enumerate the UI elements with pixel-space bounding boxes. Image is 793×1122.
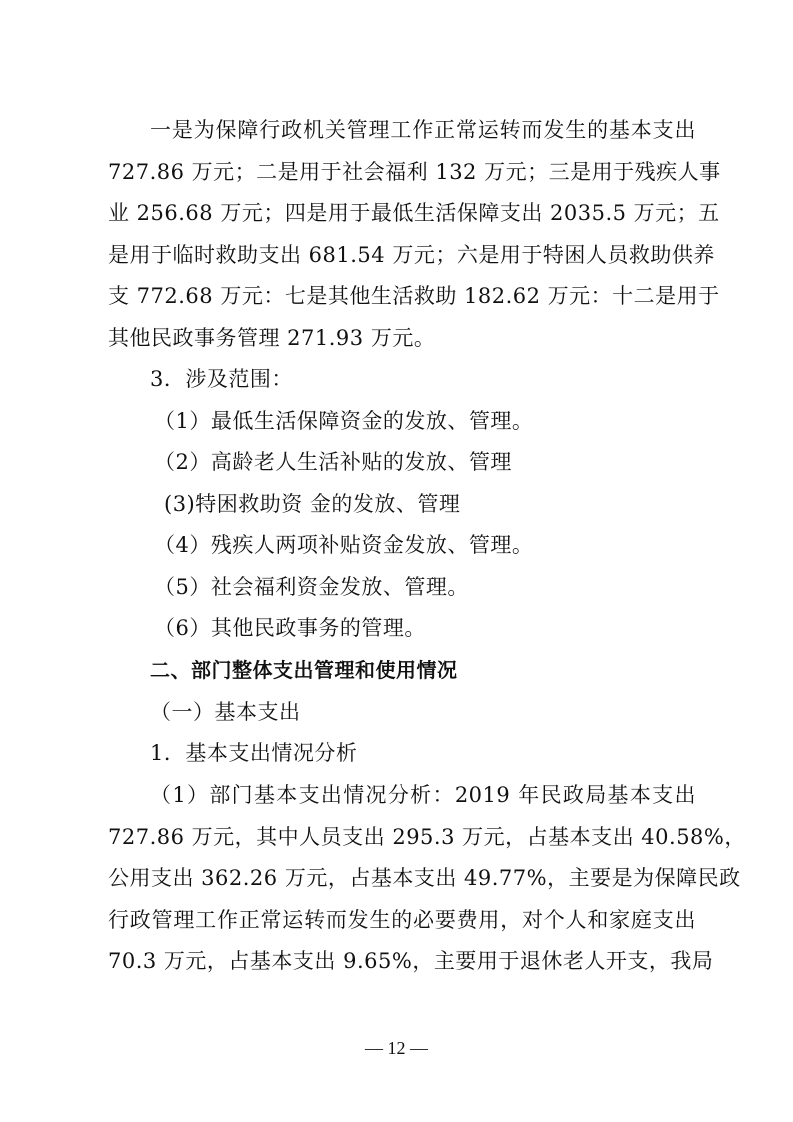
section-heading: 二、部门整体支出管理和使用情况 — [150, 658, 458, 682]
scope-item: （6）其他民政事务的管理。 — [154, 616, 426, 640]
scope-item: （1）最低生活保障资金的发放、管理。 — [154, 408, 534, 433]
scope-item: （2）高龄老人生活补贴的发放、管理 — [154, 450, 512, 474]
paragraph-line: 行政管理工作正常运转而发生的必要费用，对个人和家庭支出 — [108, 907, 696, 932]
paragraph-line: 727.86 万元，其中人员支出 295.3 万元，占基本支出 40.58%， — [108, 824, 746, 849]
paragraph-line: 公用支出 362.26 万元，占基本支出 49.77%，主要是为保障民政 — [108, 866, 741, 890]
paragraph-line: 727.86 万元；二是用于社会福利 132 万元；三是用于残疾人事 — [108, 159, 721, 184]
page-number: — 12 — — [365, 1038, 428, 1058]
scope-item: (3)特困救助资 金的发放、管理 — [164, 491, 461, 516]
paragraph-line: （1）部门基本支出情况分析：2019 年民政局基本支出 — [150, 783, 696, 807]
scope-title: 3．涉及范围： — [150, 367, 293, 391]
scope-section — [108, 359, 696, 650]
paragraph-line: 70.3 万元，占基本支出 9.65%，主要用于退休老人开支，我局 — [108, 949, 714, 973]
analysis-paragraph — [108, 775, 746, 983]
paragraph-line: 是用于临时救助支出 681.54 万元；六是用于特困人员救助供养 — [108, 242, 715, 267]
scope-item: （5）社会福利资金发放、管理。 — [154, 574, 469, 599]
subheading: （一）基本支出 — [150, 699, 301, 724]
paragraph-line: 支 772.68 万元：七是其他生活救助 182.62 万元：十二是用于 — [108, 284, 720, 308]
paragraph-line: 其他民政事务管理 271.93 万元。 — [108, 325, 436, 350]
scope-item: （4）残疾人两项补贴资金发放、管理。 — [154, 533, 534, 557]
item-title: 1．基本支出情况分析 — [150, 741, 358, 765]
paragraph-line: 一是为保障行政机关管理工作正常运转而发生的基本支出 — [150, 118, 696, 142]
section-2 — [108, 650, 696, 775]
expenditure-paragraph — [108, 110, 721, 359]
paragraph-line: 业 256.68 万元；四是用于最低生活保障支出 2035.5 万元；五 — [108, 201, 720, 225]
